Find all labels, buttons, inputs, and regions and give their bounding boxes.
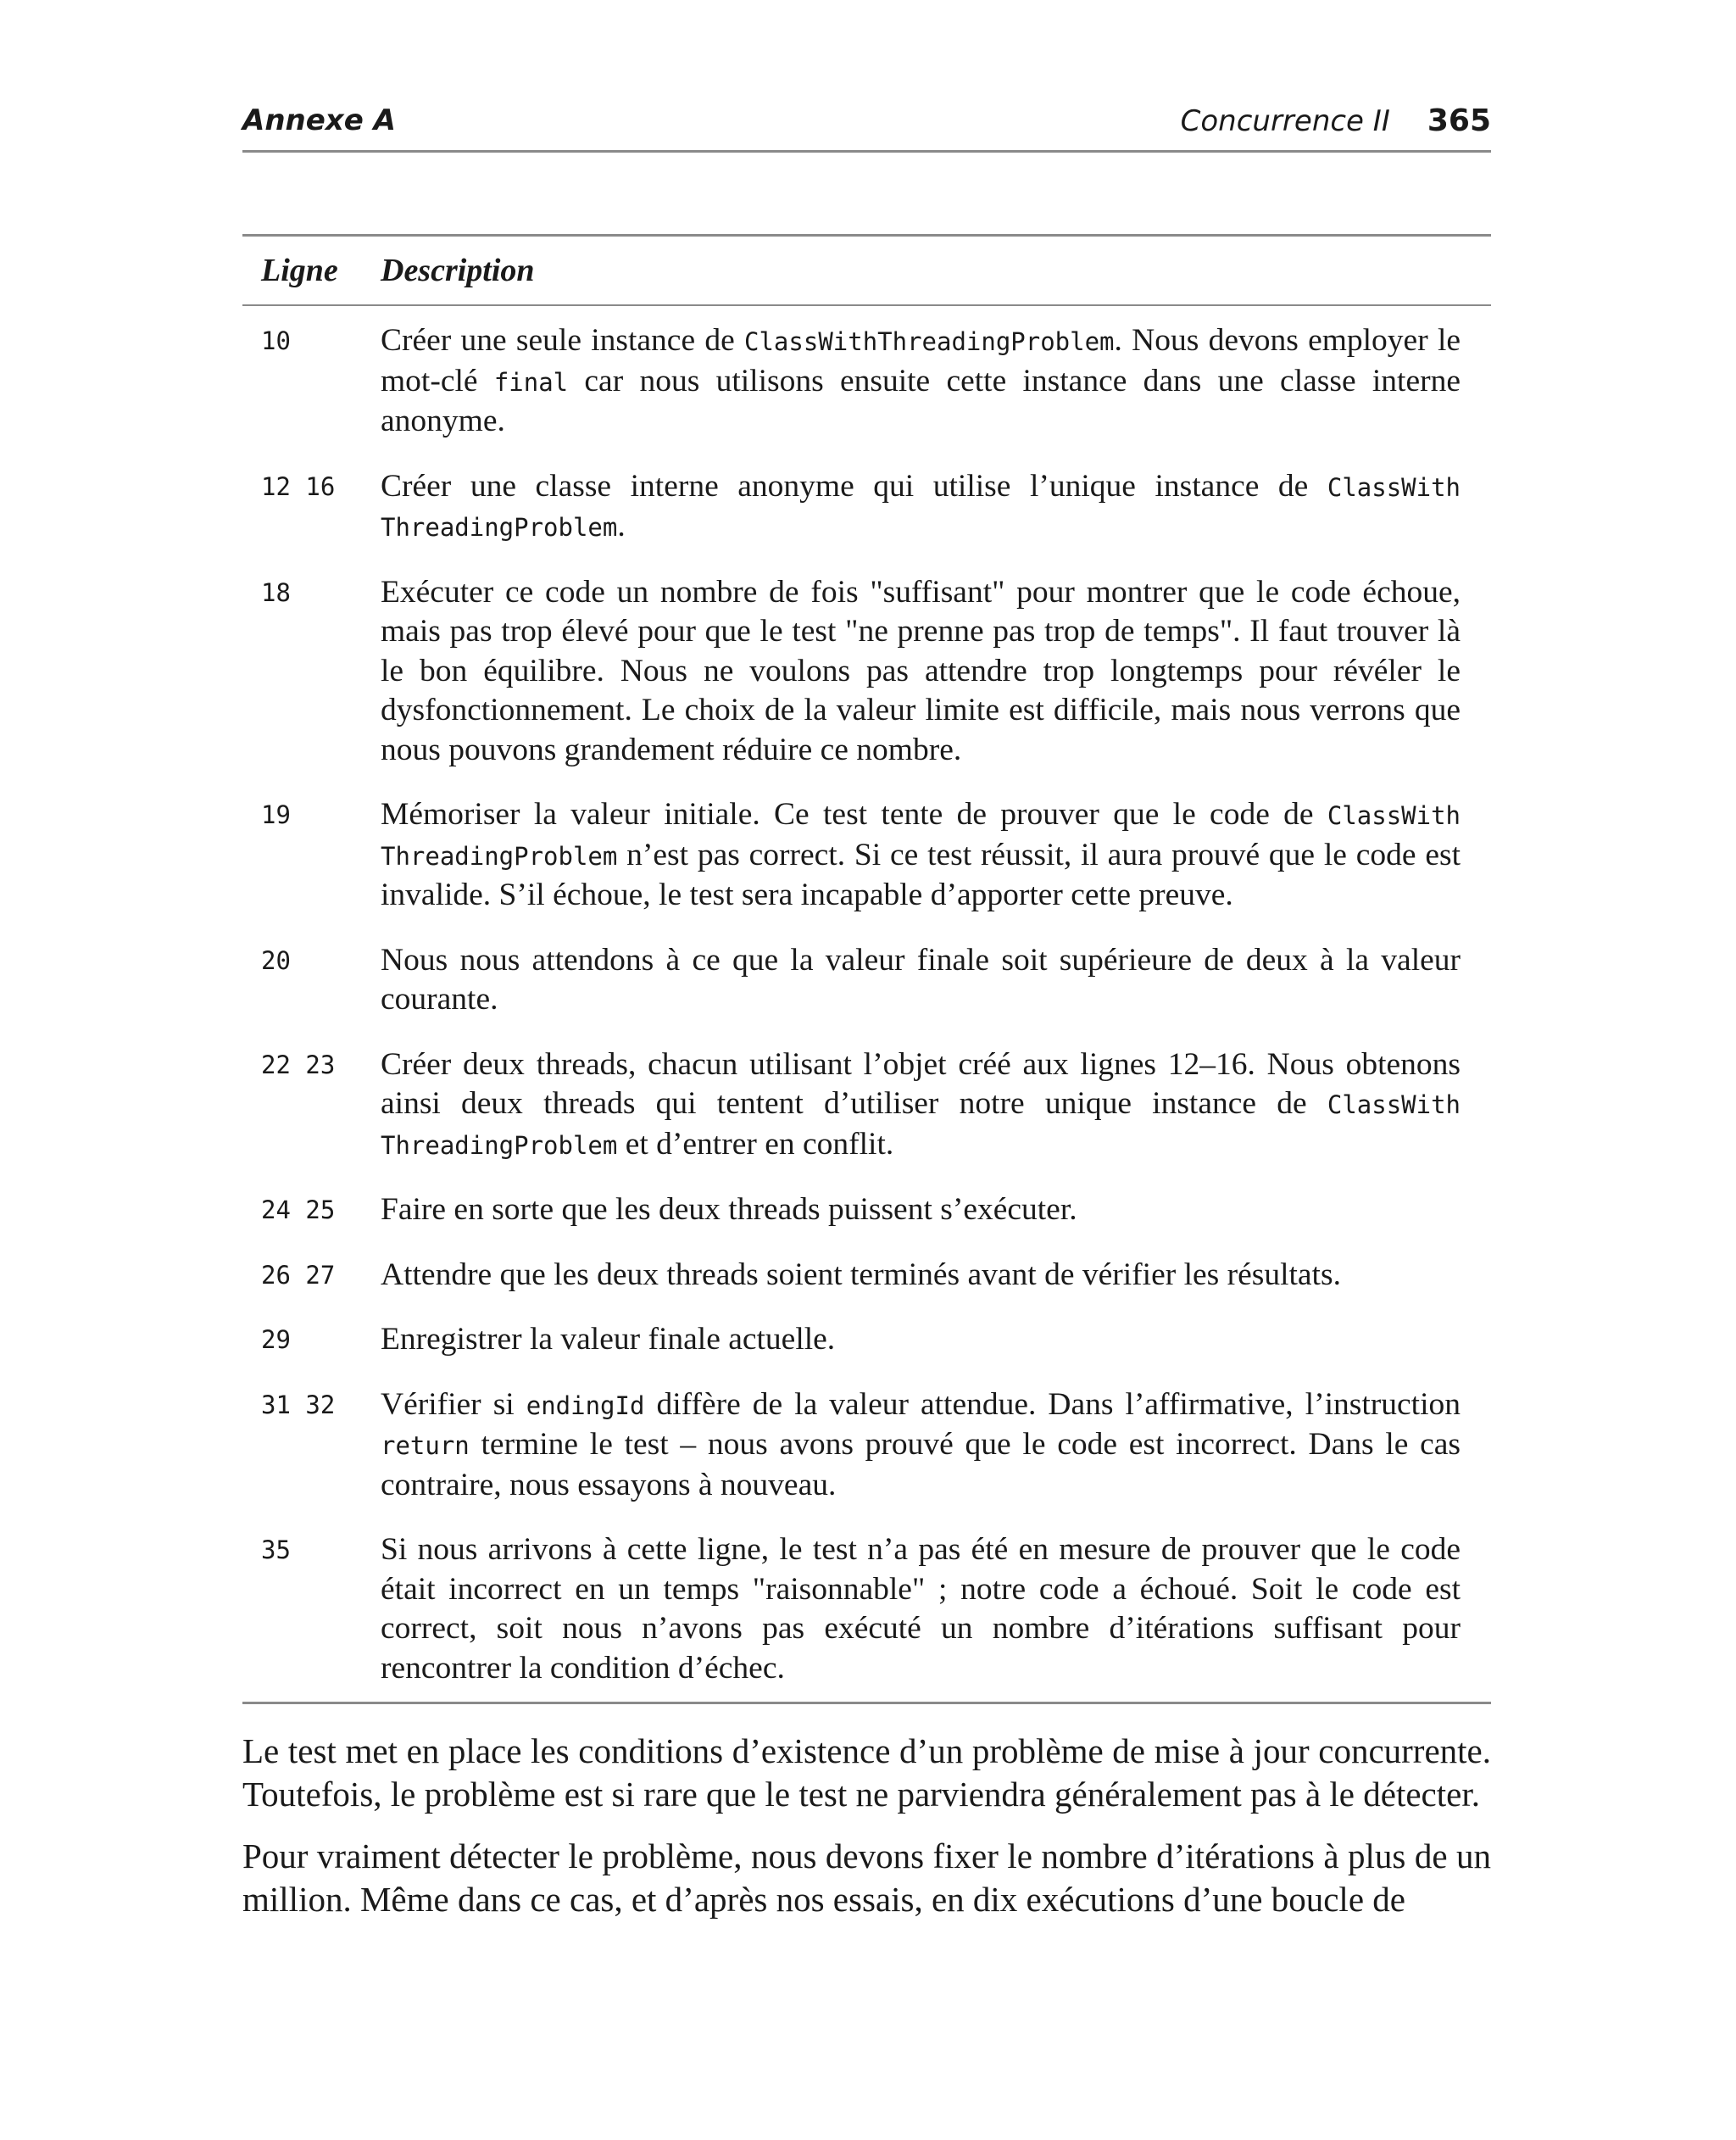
inline-code: return: [381, 1431, 470, 1460]
description-text: et d’entrer en conflit.: [617, 1126, 894, 1162]
line-description-table: [242, 234, 1491, 1704]
description-cell: [381, 1530, 1461, 1688]
description-cell: [381, 1045, 1461, 1166]
table-row: [242, 1320, 1491, 1360]
description-text: Vérifier si: [381, 1386, 526, 1422]
description-text: Faire en sorte que les deux threads puissent s’exécuter.: [381, 1192, 1077, 1227]
line-number-cell: 29: [261, 1325, 291, 1354]
table-row: [242, 1256, 1491, 1296]
line-number-cell: 19: [261, 800, 291, 829]
description-cell: [381, 795, 1461, 916]
description-text: Créer une seule instance de: [381, 323, 745, 358]
header-right: [1181, 103, 1491, 138]
inline-code: final: [493, 367, 569, 397]
description-cell: [381, 1256, 1461, 1296]
description-cell: [381, 941, 1461, 1020]
table-row: [242, 1045, 1491, 1166]
line-number-cell: 18: [261, 577, 291, 607]
description-text: . Nous devons employer le mot-clé: [381, 323, 1461, 398]
line-number-cell: 26 27: [261, 1260, 336, 1290]
running-header: [242, 100, 1491, 141]
description-cell: [381, 321, 1461, 442]
description-text: Si nous arrivons à cette ligne, le test n’a pas été en mesure de prouver que le code était incorrect en un temps "raisonnable" ; notre code a échoué. Soit le code est correct, soit nous n’avons pas exécuté un nombre d’itérations suffisant pour rencontrer la condition d’échec.: [381, 1532, 1461, 1686]
column-header-description: Description: [381, 253, 535, 288]
table-header-row: [242, 237, 1491, 304]
inline-code: ClassWith ThreadingProblem: [381, 1090, 1461, 1160]
line-number-cell: 20: [261, 945, 291, 975]
line-number-cell: 24 25: [261, 1195, 336, 1224]
table-row: [242, 573, 1491, 771]
column-header-ligne: Ligne: [261, 253, 338, 288]
table-row: [242, 795, 1491, 916]
line-number-cell: 31 32: [261, 1390, 336, 1419]
description-text: car nous utilisons ensuite cette instance dans une classe interne anonyme.: [381, 363, 1461, 438]
inline-code: ClassWith ThreadingProblem: [381, 472, 1461, 542]
line-number-cell: 22 23: [261, 1050, 336, 1079]
table-body: [242, 321, 1491, 1688]
table-row: [242, 941, 1491, 1020]
header-chapter-title: Concurrence II: [1180, 104, 1390, 138]
description-text: Mémoriser la valeur initiale. Ce test tente de prouver que le code de: [381, 797, 1327, 832]
header-section: Annexe A: [242, 103, 396, 137]
header-rule: [242, 150, 1491, 153]
line-number-cell: 12 16: [261, 471, 336, 501]
body-paragraph: Pour vraiment détecter le problème, nous devons fixer le nombre d’itérations à plus de un million. Même dans ce cas, et d’après nos essais, en dix exécutions d’une boucle de: [242, 1836, 1491, 1919]
table-row: [242, 1385, 1491, 1506]
inline-code: endingId: [526, 1390, 645, 1420]
page-number: 365: [1427, 103, 1491, 138]
description-text: Attendre que les deux threads soient terminés avant de vérifier les résultats.: [381, 1257, 1341, 1292]
description-cell: [381, 573, 1461, 771]
line-number-cell: 35: [261, 1535, 291, 1564]
body-paragraph: Le test met en place les conditions d’existence d’un problème de mise à jour concurrente. Toutefois, le problème est si rare que le test ne parviendra généralement pas à le détecter.: [242, 1731, 1491, 1814]
table-row: [242, 467, 1491, 548]
description-cell: [381, 467, 1461, 548]
inline-code: ClassWith ThreadingProblem: [381, 801, 1461, 871]
table-row: [242, 321, 1491, 442]
description-text: n’est pas correct. Si ce test réussit, il aura prouvé que le code est invalide. S’il échoue, le test sera incapable d’apporter cette preuve.: [381, 837, 1461, 912]
description-text: Créer deux threads, chacun utilisant l’objet créé aux lignes 12–16. Nous obtenons ainsi deux threads qui tentent d’utiliser notre unique instance de: [381, 1046, 1461, 1121]
description-text: Nous nous attendons à ce que la valeur finale soit supérieure de deux à la valeur courante.: [381, 942, 1461, 1017]
table-row: [242, 1190, 1491, 1230]
description-cell: [381, 1320, 1461, 1360]
line-number-cell: 10: [261, 326, 291, 355]
description-text: termine le test – nous avons prouvé que le code est incorrect. Dans le cas contraire, nous essayons à nouveau.: [381, 1427, 1461, 1502]
body-text: [242, 1730, 1491, 1940]
table-row: [242, 1530, 1491, 1688]
description-text: Enregistrer la valeur finale actuelle.: [381, 1322, 836, 1357]
description-cell: [381, 1190, 1461, 1230]
table-header-rule: [242, 304, 1491, 306]
description-text: diffère de la valeur attendue. Dans l’affirmative, l’instruction: [644, 1386, 1461, 1422]
description-text: Exécuter ce code un nombre de fois "suffisant" pour montrer que le code échoue, mais pas trop élevé pour que le test "ne prenne pas trop de temps". Il faut trouver là le bon équilibre. Nous ne voulons pas attendre trop longtemps pour révéler le dysfonctionnement. Le choix de la valeur limite est difficile, mais nous verrons que nous pouvons grandement réduire ce nombre.: [381, 574, 1461, 767]
inline-code: ClassWithThreadingProblem: [744, 327, 1115, 356]
description-text: .: [617, 509, 626, 543]
description-cell: [381, 1385, 1461, 1506]
table-bottom-rule: [242, 1702, 1491, 1704]
description-text: Créer une classe interne anonyme qui utilise l’unique instance de: [381, 468, 1327, 504]
